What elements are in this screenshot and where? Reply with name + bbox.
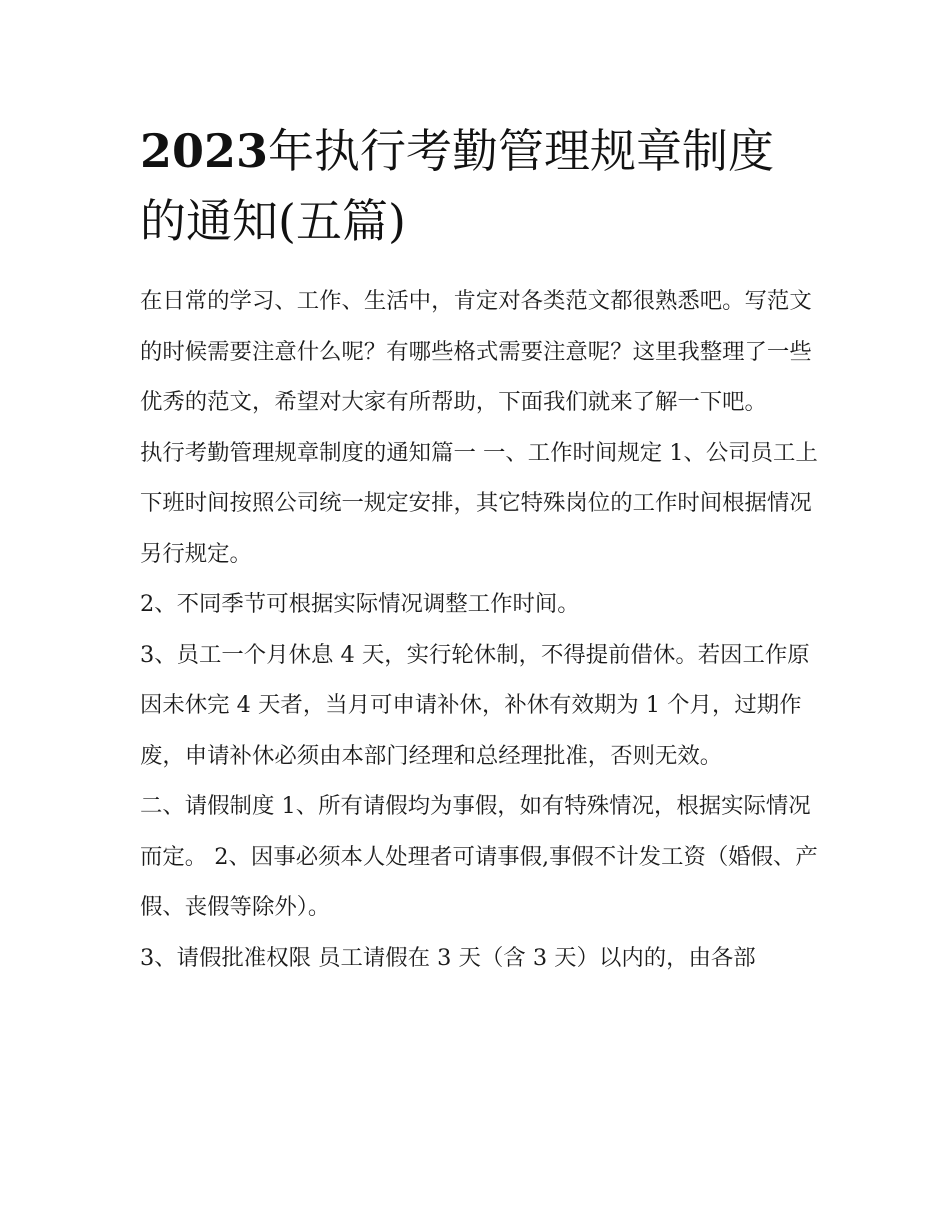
title-line2-text: 的通知(五篇) (140, 194, 406, 248)
paragraph-leave-system: 二、请假制度 1、所有请假均为事假，如有特殊情况，根据实际情况而定。 2、因事必须本人处理者可请事假,事假不计发工资（婚假、产假、丧假等除外）。 (140, 793, 818, 920)
document-body (140, 276, 820, 983)
paragraph-intro: 在日常的学习、工作、生活中，肯定对各类范文都很熟悉吧。写范文的时候需要注意什么呢？有哪些格式需要注意呢？这里我整理了一些优秀的范文，希望对大家有所帮助，下面我们就来了解一下吧。 (140, 288, 812, 415)
document-title (140, 116, 820, 256)
paragraph-work-hours: 执行考勤管理规章制度的通知篇一 一、工作时间规定 1、公司员工上下班时间按照公司统一规定安排，其它特殊岗位的工作时间根据情况另行规定。 (140, 439, 818, 567)
paragraph-rest-days: 3、员工一个月休息 4 天，实行轮休制，不得提前借休。若因工作原因未休完 4 天者，当月可申请补休，补休有效期为 1 个月，过期作废，申请补休必须由本部门经理和总经理批准，否则无效。 (140, 641, 810, 769)
paragraph-seasonal: 2、不同季节可根据实际情况调整工作时间。 (140, 591, 580, 617)
paragraph-leave-approval: 3、请假批准权限 员工请假在 3 天（含 3 天）以内的，由各部 (140, 944, 756, 971)
title-year: 2023 (140, 124, 269, 178)
title-line1-text: 年执行考勤管理规章制度 (268, 124, 775, 178)
